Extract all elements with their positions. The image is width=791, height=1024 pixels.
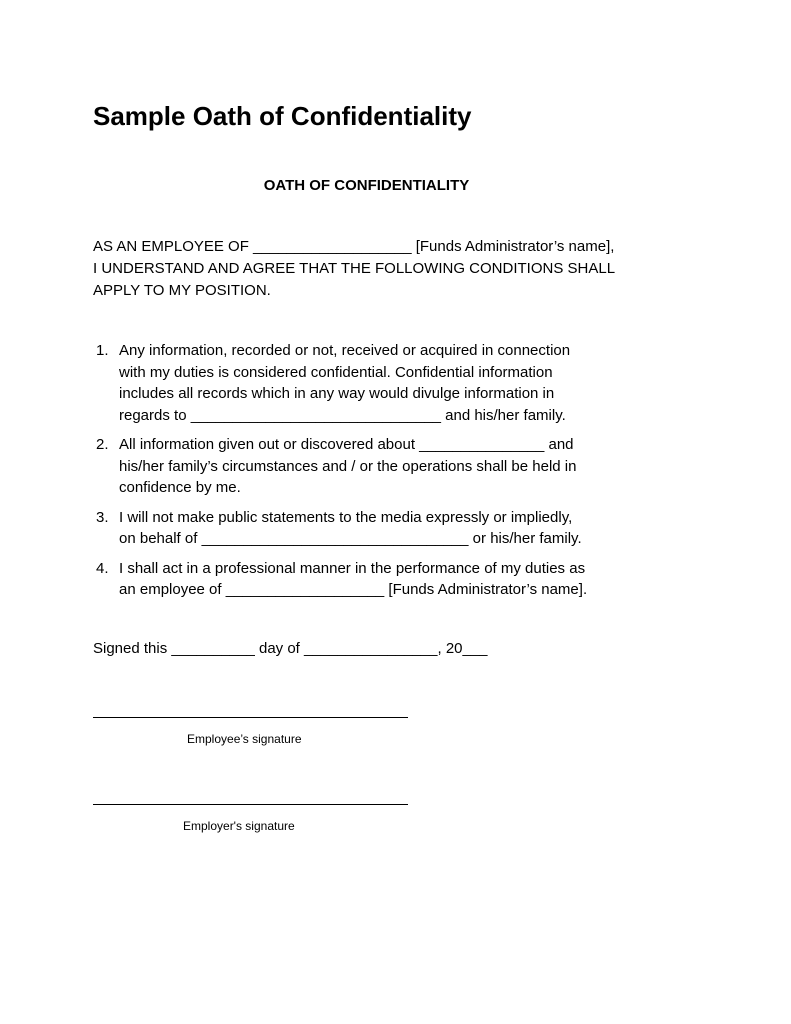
item-line: includes all records which in any way would divulge information in	[119, 385, 555, 402]
item-line: I will not make public statements to the media expressly or impliedly,	[119, 508, 573, 526]
list-item	[93, 340, 733, 426]
intro-line: APPLY TO MY POSITION.	[93, 282, 271, 299]
employer-signature-line	[93, 804, 408, 805]
item-line: an employee of ___________________ [Funds Administrator’s name].	[119, 581, 588, 598]
item-number: 2.	[96, 436, 109, 453]
intro-paragraph	[93, 236, 713, 302]
item-line: All information given out or discovered about _______________ and	[119, 436, 574, 453]
signed-date-line: Signed this __________ day of ________________, 20___	[93, 640, 488, 657]
intro-line: I UNDERSTAND AND AGREE THAT THE FOLLOWING CONDITIONS SHALL	[93, 260, 616, 277]
item-line: his/her family’s circumstances and / or the operations shall be held in	[119, 457, 577, 475]
item-line: I shall act in a professional manner in the performance of my duties as	[119, 559, 586, 577]
item-number: 3.	[96, 508, 109, 526]
conditions-list	[93, 340, 733, 609]
list-item	[93, 507, 733, 550]
item-number: 1.	[96, 342, 109, 359]
item-number: 4.	[96, 559, 109, 577]
employee-signature-label: Employee’s signature	[187, 732, 302, 746]
list-item	[93, 434, 733, 499]
item-line: on behalf of ________________________________ or his/her family.	[119, 530, 582, 547]
employer-signature-label: Employer's signature	[183, 819, 295, 833]
document-title: Sample Oath of Confidentiality	[93, 101, 472, 131]
list-item	[93, 558, 733, 601]
intro-line: AS AN EMPLOYEE OF ___________________ [Funds Administrator’s name],	[93, 238, 615, 255]
employee-signature-line	[93, 717, 408, 718]
item-line: confidence by me.	[119, 479, 241, 496]
item-line: regards to ______________________________ and his/her family.	[119, 406, 566, 424]
item-line: with my duties is considered confidential. Confidential information	[119, 363, 553, 381]
oath-heading: OATH OF CONFIDENTIALITY	[263, 177, 470, 194]
item-line: Any information, recorded or not, received or acquired in connection	[119, 342, 571, 359]
